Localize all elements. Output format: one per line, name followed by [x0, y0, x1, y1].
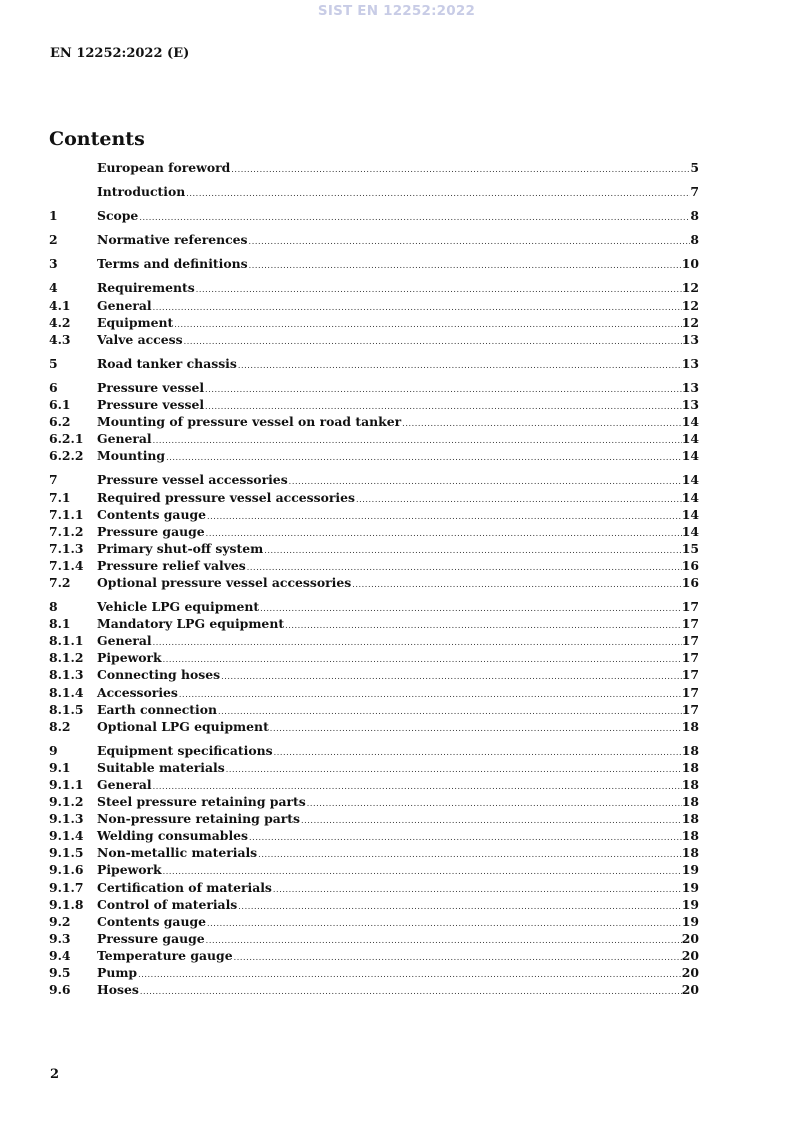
- toc-entry-number: 7.2: [49, 574, 71, 590]
- toc-entry[interactable]: [49, 506, 699, 523]
- toc-entry[interactable]: [49, 413, 699, 430]
- toc-entry-title: Non-pressure retaining parts: [97, 811, 300, 827]
- toc-entry-title: Pipework: [97, 650, 162, 666]
- toc-entry-number: 6: [49, 379, 58, 395]
- toc-entry-page: 17: [681, 684, 699, 700]
- toc-entry[interactable]: [49, 981, 699, 998]
- toc-entry-title: Pressure vessel: [97, 397, 205, 413]
- toc-entry-page: 18: [681, 718, 699, 734]
- toc-entry-page: 19: [681, 862, 699, 878]
- toc-entry-page: 20: [681, 965, 699, 981]
- toc-entry[interactable]: [49, 930, 699, 947]
- toc-entry-page: 14: [681, 489, 699, 505]
- toc-leader-dots: [178, 686, 682, 703]
- toc-group: [49, 279, 699, 347]
- toc-entry-number: 9.1.1: [49, 777, 84, 792]
- toc-entry-title: Introduction: [97, 184, 186, 200]
- toc-entry-page: 19: [681, 879, 699, 895]
- toc-entry-number: 8.1.2: [49, 650, 84, 666]
- toc-entry-page: 18: [681, 811, 699, 827]
- toc-entry-page: 14: [681, 472, 699, 488]
- toc-entry-page: 17: [681, 701, 699, 717]
- toc-leader-dots: [257, 846, 682, 863]
- toc-entry-title: Contents gauge: [97, 913, 207, 929]
- toc-entry-number: 9.1.7: [49, 879, 84, 895]
- toc-leader-dots: [233, 949, 682, 966]
- watermark: SIST EN 12252:2022: [317, 3, 476, 19]
- toc-entry-page: 19: [681, 896, 699, 912]
- page-number: 2: [50, 1067, 60, 1082]
- toc-entry-title: Required pressure vessel accessories: [97, 489, 355, 505]
- toc-entry-page: 17: [681, 599, 699, 615]
- toc-entry[interactable]: [49, 279, 699, 296]
- toc-entry-number: 8.2: [49, 718, 71, 734]
- toc-leader-dots: [248, 829, 682, 846]
- document-id: EN 12252:2022 (E): [50, 46, 190, 61]
- toc-entry-page: 13: [681, 355, 699, 371]
- toc-leader-dots: [237, 898, 681, 915]
- toc-leader-dots: [195, 281, 682, 298]
- toc-entry[interactable]: [49, 574, 699, 591]
- toc-entry[interactable]: [49, 718, 699, 735]
- toc-leader-dots: [137, 966, 682, 983]
- toc-leader-dots: [162, 651, 682, 668]
- toc-entry-page: 14: [681, 448, 699, 464]
- toc-entry[interactable]: [49, 297, 699, 314]
- toc-entry-number: 7.1.4: [49, 557, 84, 573]
- toc-leader-dots: [248, 257, 682, 274]
- toc-entry-title: Mandatory LPG equipment: [97, 616, 285, 632]
- toc-entry-title: Pressure vessel accessories: [97, 472, 288, 488]
- toc-entry-number: 7: [49, 472, 58, 488]
- toc-leader-dots: [284, 617, 682, 634]
- toc-entry-page: 20: [681, 947, 699, 963]
- toc-leader-dots: [230, 161, 690, 178]
- toc-entry-page: 17: [681, 650, 699, 666]
- toc-entry-page: 18: [681, 742, 699, 758]
- toc-entry-page: 17: [681, 616, 699, 632]
- toc-entry[interactable]: [49, 742, 699, 759]
- table-of-contents: [49, 159, 699, 1005]
- toc-entry-title: General: [97, 297, 152, 313]
- toc-entry-title: Scope: [97, 208, 139, 224]
- toc-leader-dots: [351, 576, 682, 593]
- toc-entry-page: 18: [681, 828, 699, 844]
- toc-leader-dots: [259, 600, 682, 617]
- toc-group: [49, 255, 699, 272]
- toc-entry[interactable]: [49, 861, 699, 878]
- toc-entry-number: 9.1.3: [49, 811, 84, 827]
- toc-entry-page: 14: [681, 414, 699, 430]
- toc-entry[interactable]: [49, 701, 699, 718]
- toc-entry-number: 8: [49, 599, 58, 615]
- toc-entry-title: Normative references: [97, 232, 248, 248]
- toc-group: [49, 207, 699, 224]
- toc-entry-page: 15: [681, 540, 699, 556]
- toc-entry[interactable]: [49, 666, 699, 683]
- toc-entry-page: 14: [681, 523, 699, 539]
- toc-entry[interactable]: [49, 355, 699, 372]
- toc-entry-number: 9.1.5: [49, 845, 84, 861]
- toc-entry-title: Vehicle LPG equipment: [97, 599, 260, 615]
- toc-entry-title: Pump: [97, 965, 138, 981]
- toc-entry-title: European foreword: [97, 160, 231, 175]
- toc-leader-dots: [306, 795, 682, 812]
- toc-leader-dots: [204, 381, 682, 398]
- toc-entry[interactable]: [49, 913, 699, 930]
- toc-entry-title: Primary shut-off system: [97, 540, 264, 556]
- toc-entry-page: 18: [681, 759, 699, 775]
- toc-entry-number: 9.1.2: [49, 794, 84, 810]
- toc-group: [49, 183, 699, 200]
- toc-entry-title: Road tanker chassis: [97, 355, 237, 371]
- toc-leader-dots: [237, 357, 682, 374]
- toc-entry-number: 9.1.6: [49, 862, 84, 878]
- toc-entry[interactable]: [49, 255, 699, 272]
- toc-entry[interactable]: [49, 844, 699, 861]
- toc-entry-number: 6.2: [49, 414, 71, 430]
- toc-entry-title: Temperature gauge: [97, 947, 233, 963]
- toc-entry-title: Pressure gauge: [97, 930, 205, 946]
- toc-entry-number: 7.1.2: [49, 523, 84, 539]
- toc-entry[interactable]: [49, 879, 699, 896]
- toc-entry-page: 20: [681, 930, 699, 946]
- toc-entry-title: General: [97, 633, 152, 649]
- toc-entry-number: 2: [49, 232, 58, 248]
- toc-entry-page: 13: [681, 379, 699, 395]
- toc-entry-number: 9.1.4: [49, 828, 84, 844]
- toc-leader-dots: [269, 720, 682, 737]
- toc-entry-number: 9.4: [49, 947, 71, 963]
- toc-entry-page: 10: [681, 256, 699, 272]
- toc-leader-dots: [225, 761, 682, 778]
- toc-entry-title: Pressure relief valves: [97, 557, 246, 573]
- toc-entry[interactable]: [49, 471, 699, 488]
- toc-entry[interactable]: [49, 964, 699, 981]
- toc-entry[interactable]: [49, 540, 699, 557]
- toc-entry-page: 17: [681, 667, 699, 683]
- toc-entry-number: 5: [49, 355, 58, 371]
- toc-entry-page: 7: [690, 184, 699, 200]
- toc-entry-page: 20: [681, 982, 699, 998]
- toc-entry-number: 9.3: [49, 930, 71, 946]
- toc-group: [49, 231, 699, 248]
- toc-entry-page: 5: [690, 160, 699, 175]
- toc-entry-title: Suitable materials: [97, 759, 225, 775]
- toc-entry-number: 8.1.3: [49, 667, 84, 683]
- toc-leader-dots: [173, 316, 682, 333]
- toc-entry-number: 4.3: [49, 331, 71, 347]
- toc-entry[interactable]: [49, 314, 699, 331]
- toc-entry-number: 4.1: [49, 297, 71, 313]
- toc-entry-page: 16: [681, 574, 699, 590]
- toc-entry-page: 18: [681, 794, 699, 810]
- toc-entry[interactable]: [49, 598, 699, 615]
- toc-entry-title: Optional pressure vessel accessories: [97, 574, 352, 590]
- toc-entry-page: 13: [681, 397, 699, 413]
- toc-leader-dots: [300, 812, 682, 829]
- toc-entry-title: Mounting of pressure vessel on road tanker: [97, 414, 402, 430]
- toc-entry-number: 8.1.5: [49, 701, 84, 717]
- toc-leader-dots: [185, 185, 690, 202]
- toc-entry[interactable]: [49, 896, 699, 913]
- toc-entry-page: 18: [681, 845, 699, 861]
- toc-entry-page: 12: [681, 297, 699, 313]
- toc-entry[interactable]: [49, 183, 699, 200]
- toc-leader-dots: [152, 634, 682, 651]
- toc-entry-number: 7.1.3: [49, 540, 84, 556]
- toc-entry[interactable]: [49, 447, 699, 464]
- toc-entry[interactable]: [49, 231, 699, 248]
- toc-entry-page: 14: [681, 431, 699, 447]
- toc-leader-dots: [165, 449, 682, 466]
- toc-entry-number: 6.2.2: [49, 448, 84, 464]
- toc-entry-page: 12: [681, 314, 699, 330]
- toc-leader-dots: [217, 703, 682, 720]
- toc-entry-page: 14: [681, 506, 699, 522]
- toc-entry-title: Pipework: [97, 862, 162, 878]
- toc-leader-dots: [206, 508, 682, 525]
- toc-entry-title: General: [97, 431, 152, 447]
- toc-leader-dots: [401, 415, 682, 432]
- toc-entry-title: Optional LPG equipment: [97, 718, 269, 734]
- toc-entry[interactable]: [49, 489, 699, 506]
- toc-entry-number: 9: [49, 742, 58, 758]
- toc-entry-title: Pressure vessel: [97, 379, 205, 395]
- toc-entry[interactable]: [49, 684, 699, 701]
- toc-entry-page: 18: [681, 777, 699, 792]
- toc-entry-number: 9.2: [49, 913, 71, 929]
- toc-entry[interactable]: [49, 379, 699, 396]
- toc-leader-dots: [183, 333, 682, 350]
- toc-entry[interactable]: [49, 793, 699, 810]
- toc-entry-title: Connecting hoses: [97, 667, 221, 683]
- toc-entry[interactable]: [49, 396, 699, 413]
- toc-entry-title: Accessories: [97, 684, 178, 700]
- toc-entry-number: 4: [49, 280, 58, 296]
- toc-entry-number: 3: [49, 256, 58, 272]
- toc-leader-dots: [139, 983, 682, 1000]
- toc-entry[interactable]: [49, 810, 699, 827]
- toc-entry-title: Earth connection: [97, 701, 218, 717]
- toc-entry[interactable]: [49, 430, 699, 447]
- toc-entry-title: Valve access: [97, 331, 183, 347]
- toc-entry-title: Non-metallic materials: [97, 845, 258, 861]
- toc-leader-dots: [152, 432, 682, 449]
- toc-entry-title: Pressure gauge: [97, 523, 205, 539]
- toc-leader-dots: [205, 932, 682, 949]
- toc-entry-title: Control of materials: [97, 896, 238, 912]
- toc-entry-title: Contents gauge: [97, 506, 207, 522]
- toc-entry[interactable]: [49, 159, 699, 176]
- toc-entry-number: 7.1: [49, 489, 71, 505]
- toc-entry-page: 17: [681, 633, 699, 649]
- toc-group: [49, 355, 699, 372]
- toc-entry-page: 8: [690, 208, 699, 224]
- toc-leader-dots: [138, 209, 690, 226]
- toc-entry-number: 9.1.8: [49, 896, 84, 912]
- toc-entry-title: Terms and definitions: [97, 256, 248, 272]
- toc-group: [49, 159, 699, 176]
- toc-entry-page: 8: [690, 232, 699, 248]
- toc-entry-page: 12: [681, 280, 699, 296]
- toc-leader-dots: [272, 881, 682, 898]
- toc-leader-dots: [205, 525, 682, 542]
- toc-entry-number: 1: [49, 208, 58, 224]
- toc-leader-dots: [206, 915, 682, 932]
- toc-entry-title: Equipment specifications: [97, 742, 273, 758]
- toc-entry-title: Welding consumables: [97, 828, 249, 844]
- toc-entry[interactable]: [49, 523, 699, 540]
- toc-leader-dots: [220, 668, 682, 685]
- toc-entry-number: 4.2: [49, 314, 71, 330]
- toc-entry-page: 13: [681, 331, 699, 347]
- toc-entry[interactable]: [49, 615, 699, 632]
- toc-title: Contents: [49, 128, 145, 150]
- toc-group: [49, 471, 699, 591]
- toc-entry[interactable]: [49, 632, 699, 649]
- toc-entry[interactable]: [49, 331, 699, 348]
- toc-group: [49, 742, 699, 998]
- toc-entry-number: 6.2.1: [49, 431, 84, 447]
- toc-leader-dots: [248, 233, 691, 250]
- toc-entry-title: Requirements: [97, 280, 195, 296]
- toc-entry-title: Certification of materials: [97, 879, 272, 895]
- toc-group: [49, 598, 699, 735]
- toc-entry[interactable]: [49, 776, 699, 793]
- toc-entry-number: 9.1: [49, 759, 71, 775]
- toc-entry[interactable]: [49, 649, 699, 666]
- toc-entry-title: General: [97, 777, 152, 792]
- toc-leader-dots: [263, 542, 682, 559]
- toc-entry-number: 8.1.4: [49, 684, 84, 700]
- toc-entry-title: Hoses: [97, 982, 139, 998]
- toc-entry-title: Steel pressure retaining parts: [97, 794, 306, 810]
- toc-entry-number: 9.5: [49, 965, 71, 981]
- toc-entry-title: Equipment: [97, 314, 174, 330]
- toc-entry[interactable]: [49, 207, 699, 224]
- toc-leader-dots: [152, 299, 682, 316]
- toc-entry-title: Mounting: [97, 448, 166, 464]
- toc-entry[interactable]: [49, 947, 699, 964]
- toc-leader-dots: [273, 744, 682, 761]
- toc-group: [49, 379, 699, 464]
- toc-entry-number: 6.1: [49, 397, 71, 413]
- toc-entry-number: 8.1: [49, 616, 71, 632]
- toc-entry-number: 8.1.1: [49, 633, 84, 649]
- toc-entry-number: 9.6: [49, 982, 71, 998]
- toc-entry[interactable]: [49, 557, 699, 574]
- toc-entry-page: 16: [681, 557, 699, 573]
- toc-entry[interactable]: [49, 827, 699, 844]
- toc-entry-number: 7.1.1: [49, 506, 84, 522]
- toc-leader-dots: [355, 491, 682, 508]
- toc-entry[interactable]: [49, 759, 699, 776]
- toc-entry-page: 19: [681, 913, 699, 929]
